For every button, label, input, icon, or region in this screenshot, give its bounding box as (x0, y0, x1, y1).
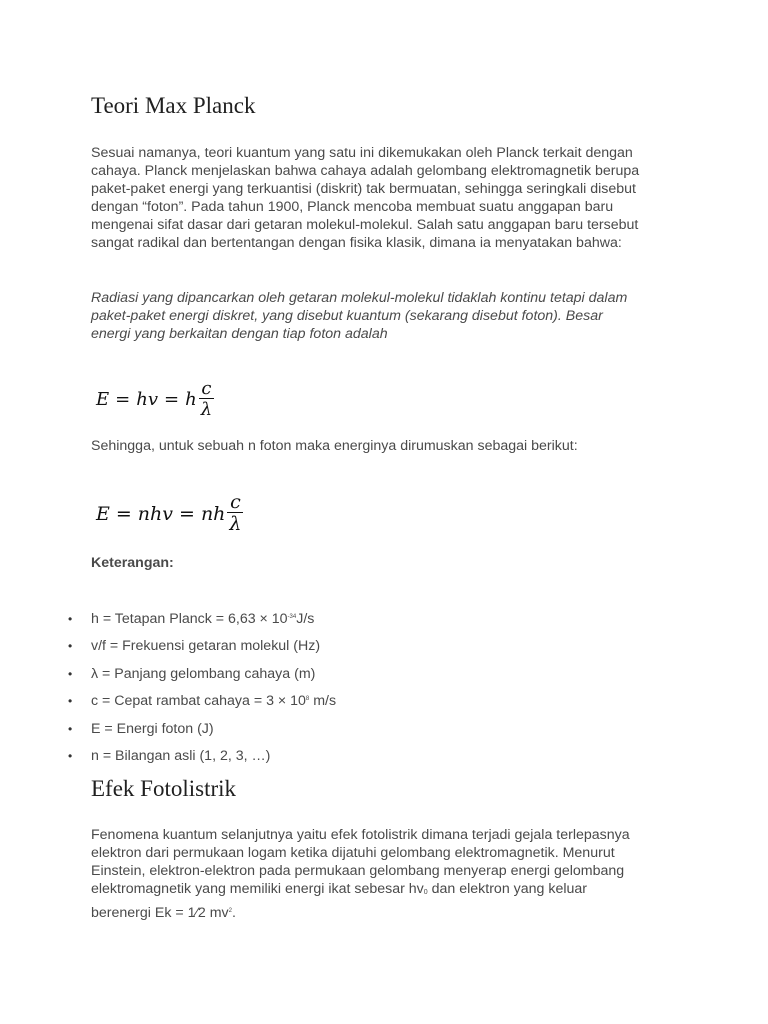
legend-text: E = Energi foton (J) (91, 721, 214, 737)
intro-line: mengenai sifat dasar dari getaran molekul-molekul. Salah satu anggapan baru tersebut (91, 217, 639, 233)
quote-line: energi yang berkaitan dengan tiap foton adalah (91, 326, 388, 342)
eq-equals: = (164, 389, 180, 410)
eq-equals: = (115, 389, 131, 410)
intro-line: cahaya. Planck menjelaskan bahwa cahaya adalah gelombang elektromagnetik berupa (91, 163, 640, 179)
quote-paragraph (91, 289, 691, 343)
eq-equals: = (115, 502, 132, 525)
legend-text: c = Cepat rambat cahaya = 3 × 10 (91, 693, 306, 709)
legend-sup: 8 (305, 696, 310, 702)
intro-line: Sesuai namanya, teori kuantum yang satu ini dikemukakan oleh Planck terkait dengan (91, 145, 633, 161)
eq-denominator: λ (200, 399, 213, 420)
legend-sup: -34 (287, 614, 297, 620)
legend-title: Keterangan: (91, 555, 174, 571)
line5-pre: berenergi Ek = 1⁄2 mv (91, 905, 229, 921)
equation-n-photon (96, 493, 243, 534)
para-line: Einstein, elektron-elektron pada permukaan gelombang menyerap energi gelombang (91, 863, 625, 879)
para-line: Fenomena kuantum selanjutnya yaitu efek fotolistrik dimana terjadi gejala terlepasnya (91, 827, 630, 843)
legend-item (68, 721, 214, 737)
eq-numerator: c (230, 491, 241, 513)
legend-item (68, 638, 320, 654)
eq-lhs: E (96, 389, 110, 410)
bullet: • (68, 639, 73, 653)
intro-line: paket-paket energi yang terkuantisi (diskrit) tak bermuatan, sehingga seringkali disebut (91, 181, 636, 197)
eq-mid: hv (136, 389, 158, 410)
eq-fraction (227, 493, 243, 534)
intro-paragraph (91, 144, 691, 252)
line4-sub: 0 (423, 889, 428, 896)
legend-after: m/s (309, 693, 337, 709)
intro-line: sangat radikal dan bertentangan dengan fisika klasik, dimana ia menyatakan bahwa: (91, 235, 622, 251)
legend-text: h = Tetapan Planck = 6,63 × 10 (91, 611, 288, 627)
bullet: • (68, 749, 73, 763)
line4-post: dan elektron yang keluar (427, 881, 588, 897)
legend-text: n = Bilangan asli (1, 2, 3, …) (91, 748, 271, 764)
bullet: • (68, 612, 73, 626)
para-line: elektron dari permukaan logam ketika dijatuhi gelombang elektromagnetik. Menurut (91, 845, 615, 861)
bullet: • (68, 722, 73, 736)
line5-sup: 2 (228, 908, 232, 914)
eq-numerator: c (201, 378, 212, 399)
section-title-planck: Teori Max Planck (91, 93, 256, 118)
eq-lhs: E (96, 502, 110, 525)
eq-denominator: λ (229, 513, 242, 535)
equation-planck (96, 380, 214, 419)
legend-text: λ = Panjang gelombang cahaya (m) (91, 666, 316, 682)
eq-mid: nhv (137, 502, 174, 525)
para-line (91, 880, 691, 902)
legend-item (68, 693, 336, 709)
line5-post: . (231, 905, 236, 921)
legend-item (68, 666, 315, 682)
para-line (91, 902, 691, 922)
legend-item (68, 748, 270, 764)
legend-text: v/f = Frekuensi getaran molekul (Hz) (91, 638, 321, 654)
quote-line: paket-paket energi diskret, yang disebut kuantum (sekarang disebut foton). Besar (91, 308, 603, 324)
section-title-photoelectric: Efek Fotolistrik (91, 776, 237, 801)
legend-after: J/s (296, 611, 315, 627)
bullet: • (68, 667, 73, 681)
eq-coef: h (185, 389, 197, 410)
eq-equals: = (179, 502, 195, 525)
photoelectric-paragraph (91, 826, 691, 922)
eq-coef: nh (200, 502, 226, 525)
between-text: Sehingga, untuk sebuah n foton maka energinya dirumuskan sebagai berikut: (91, 438, 578, 454)
intro-line: dengan “foton”. Pada tahun 1900, Planck mencoba membuat suatu anggapan baru (91, 199, 614, 215)
legend-item (68, 611, 314, 627)
eq-fraction (199, 380, 214, 419)
bullet: • (68, 694, 73, 708)
quote-line: Radiasi yang dipancarkan oleh getaran molekul-molekul tidaklah kontinu tetapi dalam (91, 290, 628, 306)
line4-pre: elektromagnetik yang memiliki energi ikat sebesar hv (91, 881, 424, 897)
